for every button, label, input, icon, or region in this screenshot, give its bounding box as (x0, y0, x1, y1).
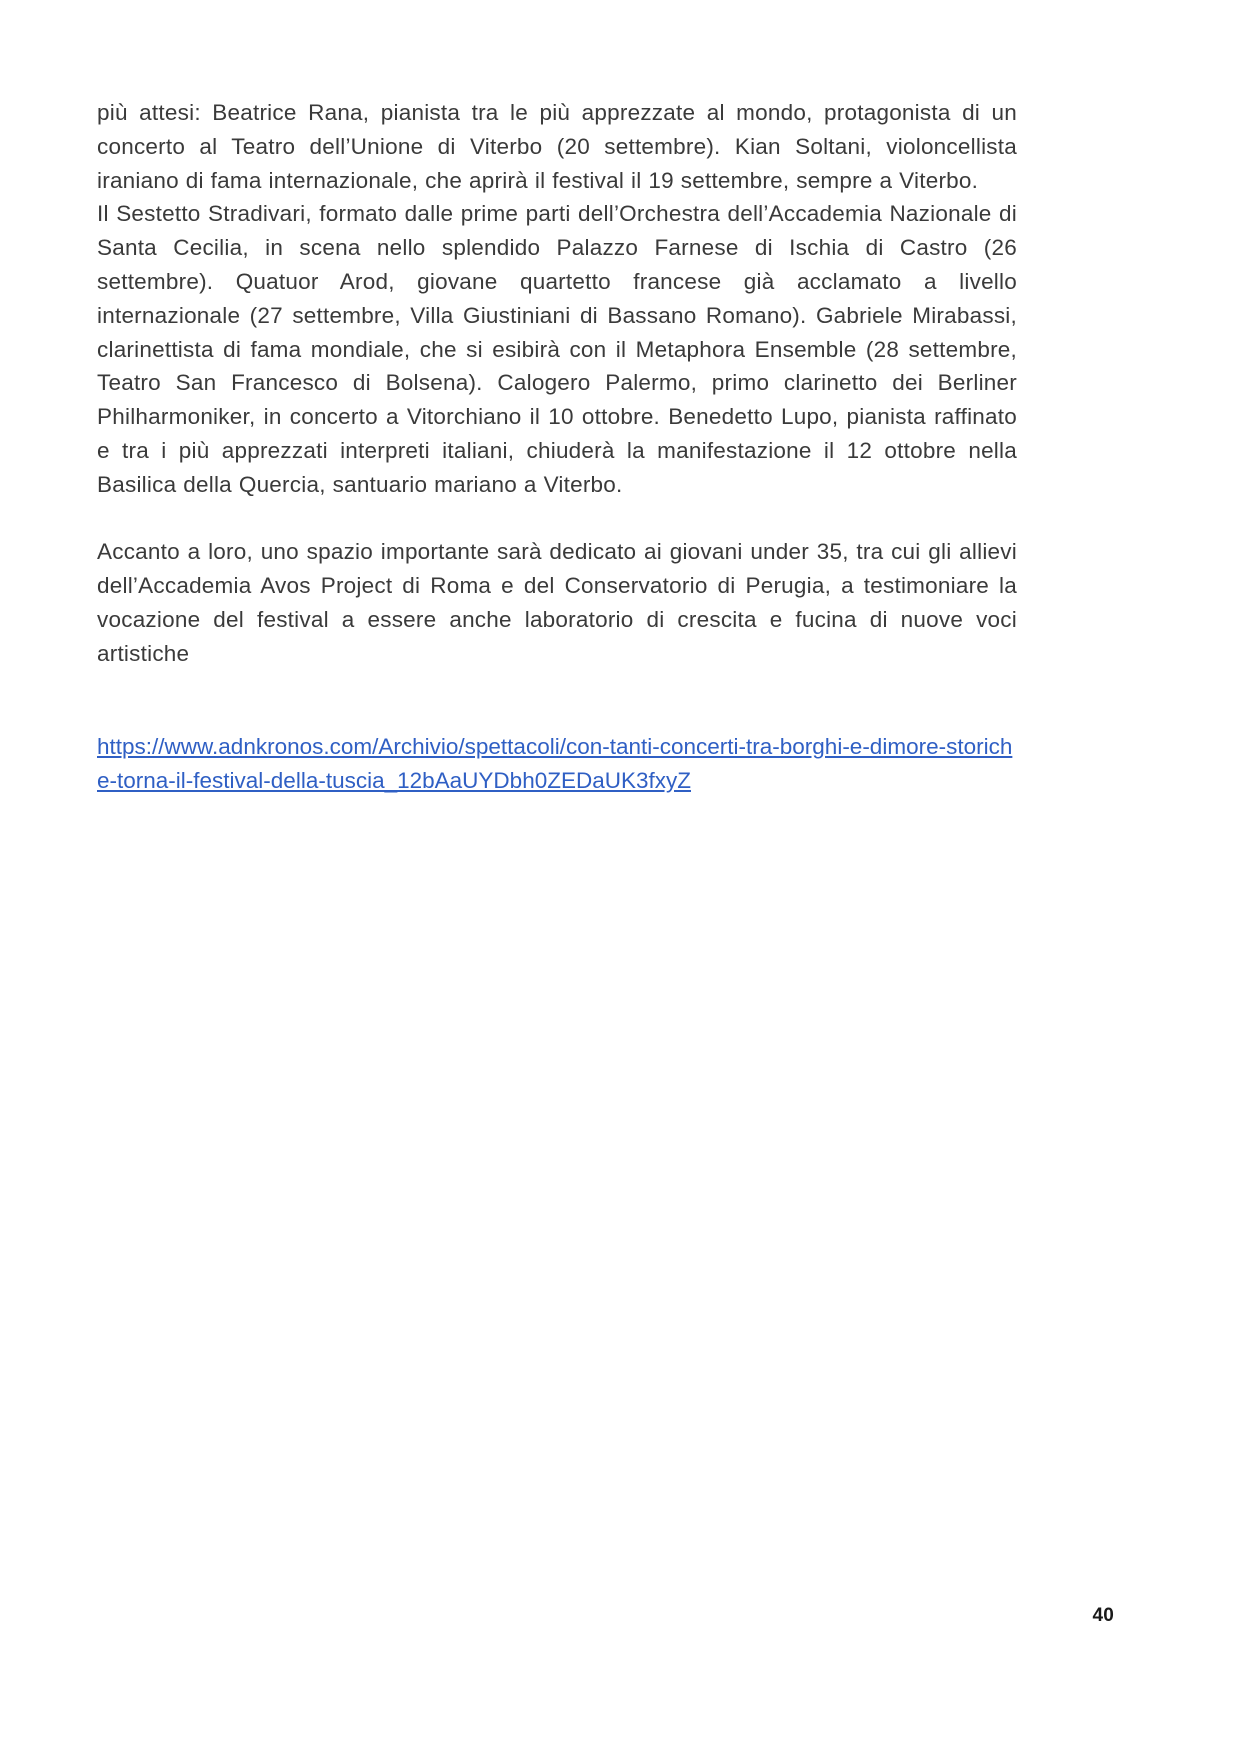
paragraph-2: Il Sestetto Stradivari, formato dalle prime parti dell’Orchestra dell’Accademia Nazionale di Santa Cecilia, in scena nello splendido Palazzo Farnese di Ischia di Castro (26 settembre). Quatuor Arod, giovane quartetto francese già acclamato a livello internazionale (27 settembre, Villa Giustiniani di Bassano Romano). Gabriele Mirabassi, clarinettista di fama mondiale, che si esibirà con il Metaphora Ensemble (28 settembre, Teatro San Francesco di Bolsena). Calogero Palermo, primo clarinetto dei Berliner Philharmoniker, in concerto a Vitorchiano il 10 ottobre. Benedetto Lupo, pianista raffinato e tra i più apprezzati interpreti italiani, chiuderà la manifestazione il 12 ottobre nella Basilica della Quercia, santuario mariano a Viterbo. (97, 201, 1017, 497)
paragraph-1: più attesi: Beatrice Rana, pianista tra le più apprezzate al mondo, protagonista di un concerto al Teatro dell’Unione di Viterbo (20 settembre). Kian Soltani, violoncellista iraniano di fama internazionale, che aprirà il festival il 19 settembre, sempre a Viterbo. (97, 100, 1017, 193)
source-url-link[interactable]: https://www.adnkronos.com/Archivio/spettacoli/con-tanti-concerti-tra-borghi-e-dimore-storiche-torna-il-festival-della-tuscia_12bAaUYDbh0ZEDaUK3fxyZ (97, 734, 1013, 793)
document-body (97, 96, 1017, 671)
page-number: 40 (1092, 1605, 1114, 1626)
source-link-block (97, 730, 1017, 797)
paragraph-3: Accanto a loro, uno spazio importante sarà dedicato ai giovani under 35, tra cui gli allievi dell’Accademia Avos Project di Roma e del Conservatorio di Perugia, a testimoniare la vocazione del festival a essere anche laboratorio di crescita e fucina di nuove voci artistiche (97, 539, 1017, 666)
